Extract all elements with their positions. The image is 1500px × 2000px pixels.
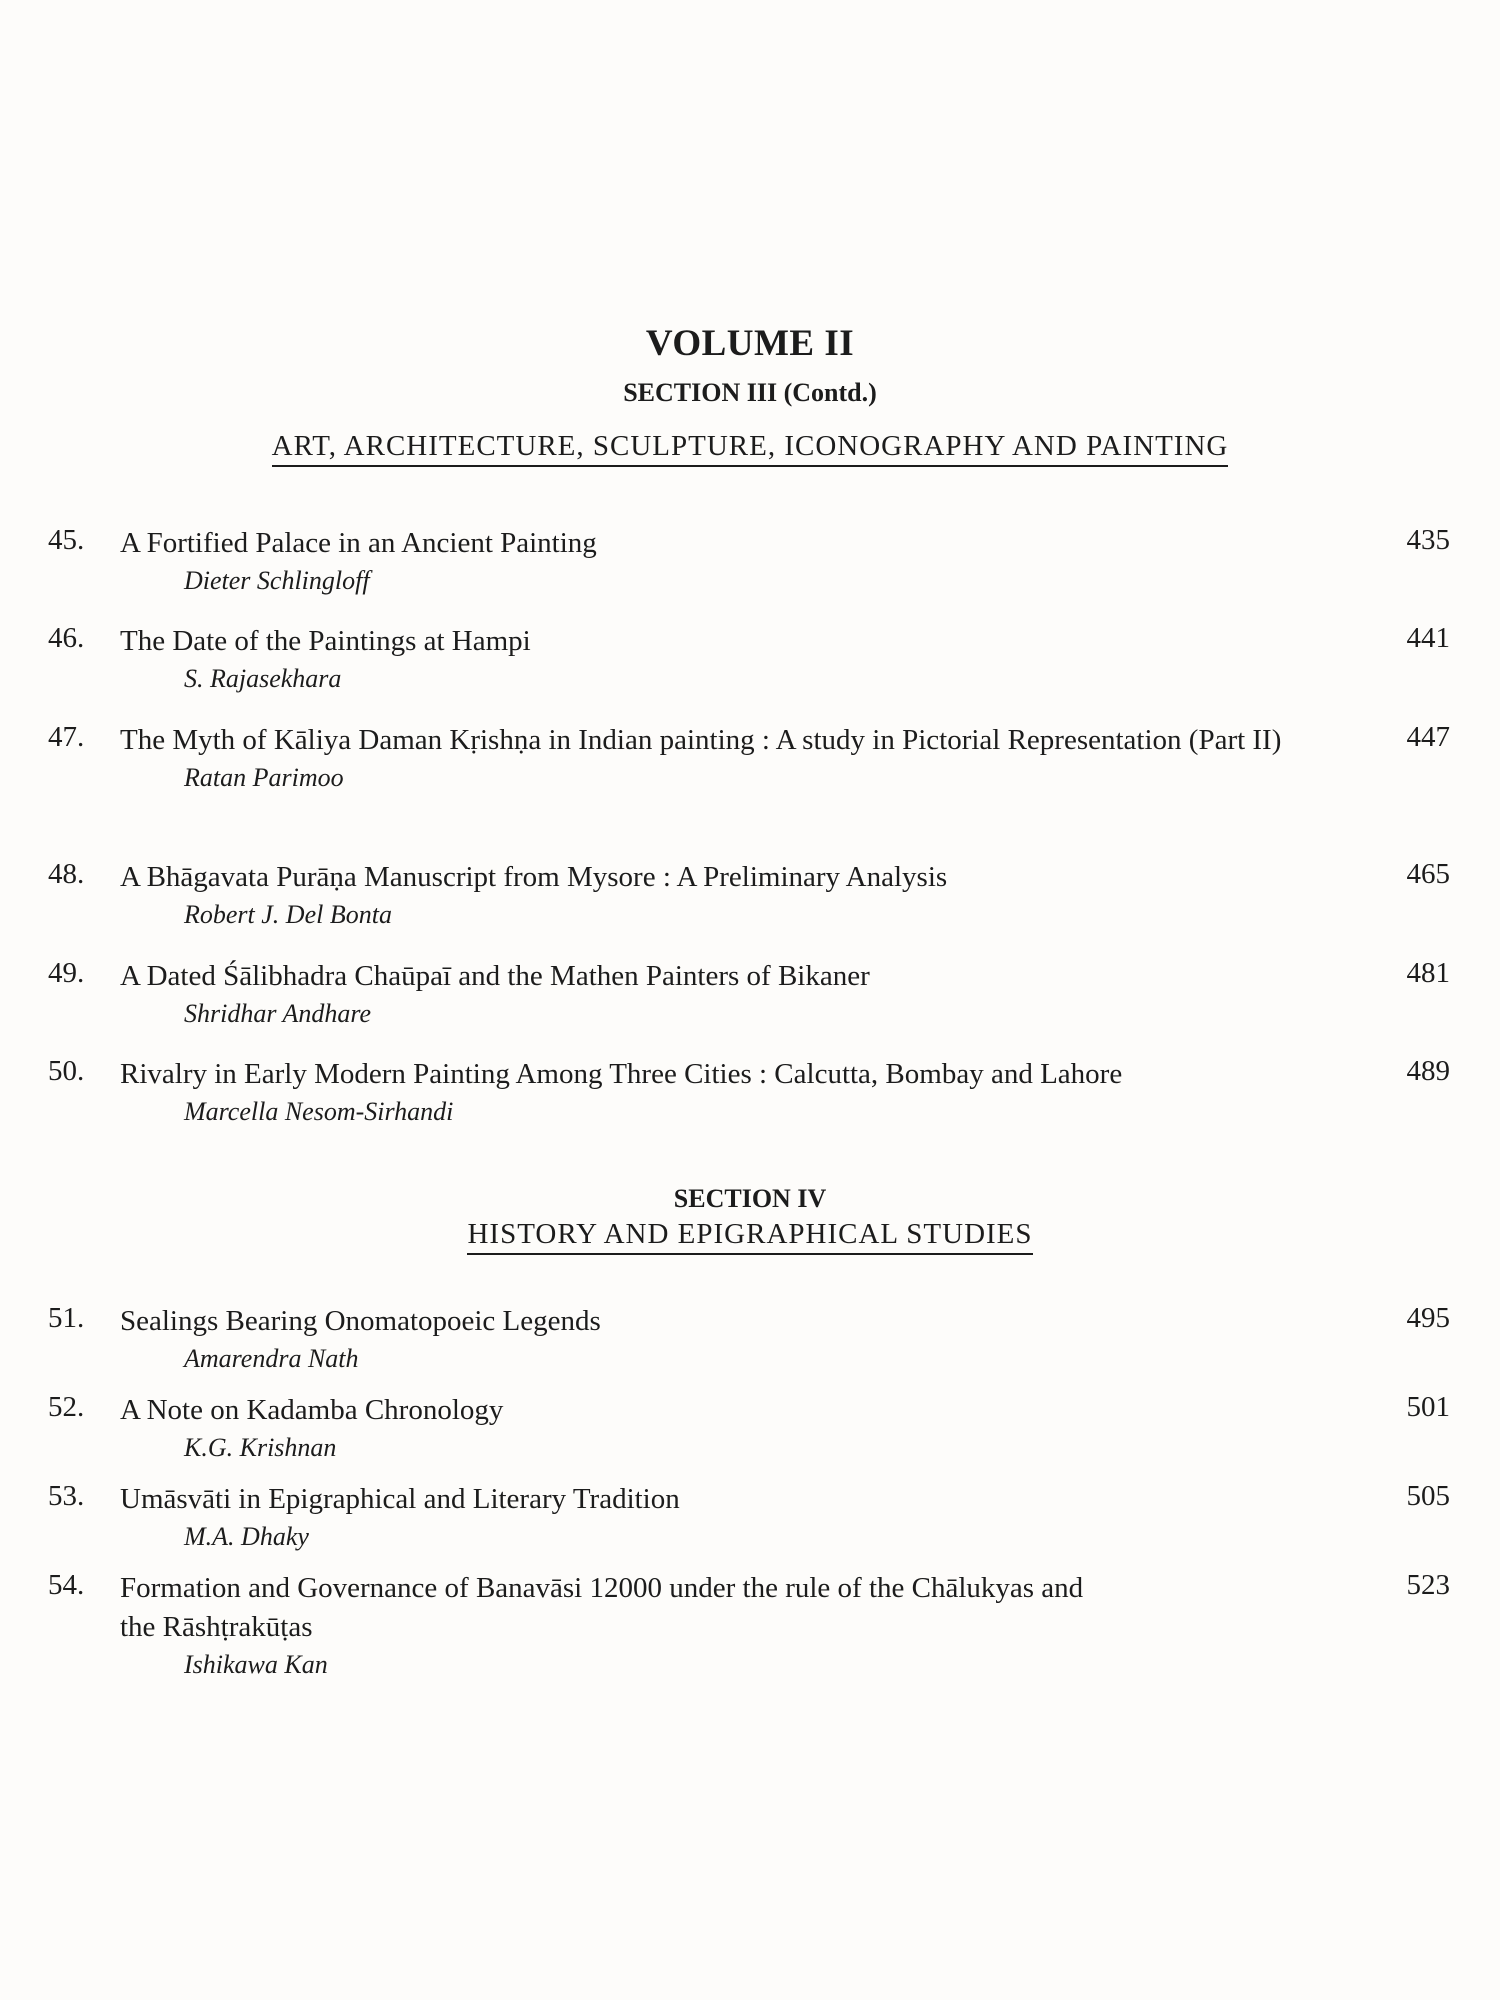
section-heading bbox=[0, 1218, 1500, 1255]
entry-number: 46. bbox=[48, 622, 85, 654]
entry-author: Dieter Schlingloff bbox=[184, 566, 370, 595]
entry-author: Shridhar Andhare bbox=[184, 999, 372, 1028]
section-heading-text: ART, ARCHITECTURE, SCULPTURE, ICONOGRAPHY AND PAINTING bbox=[272, 430, 1229, 467]
entry-page-number: 465 bbox=[1406, 858, 1450, 890]
volume-title: VOLUME II bbox=[645, 323, 855, 364]
entry-number: 52. bbox=[48, 1391, 85, 1423]
entry-page-number: 489 bbox=[1406, 1055, 1450, 1087]
entry-page-number: 505 bbox=[1406, 1480, 1450, 1512]
entry-number: 53. bbox=[48, 1480, 85, 1512]
entry-page-number: 495 bbox=[1406, 1302, 1450, 1334]
section-heading-text: HISTORY AND EPIGRAPHICAL STUDIES bbox=[467, 1218, 1032, 1255]
entry-author: S. Rajasekhara bbox=[184, 664, 342, 693]
entry-number: 49. bbox=[48, 957, 85, 989]
entry-title: The Date of the Paintings at Hampi bbox=[120, 625, 531, 657]
entry-number: 54. bbox=[48, 1569, 85, 1601]
entry-number: 45. bbox=[48, 524, 85, 556]
entry-number: 51. bbox=[48, 1302, 85, 1334]
entry-page-number: 441 bbox=[1406, 622, 1450, 654]
entry-title: Formation and Governance of Banavāsi 12000 under the rule of the Chālukyas and the Rāshṭrakūṭas bbox=[120, 1572, 1084, 1643]
entry-author: Amarendra Nath bbox=[184, 1344, 359, 1373]
entry-number: 48. bbox=[48, 858, 85, 890]
entry-title: A Dated Śālibhadra Chaūpaī and the Mathen Painters of Bikaner bbox=[120, 960, 870, 992]
entry-page-number: 447 bbox=[1406, 721, 1450, 753]
entry-author: Marcella Nesom-Sirhandi bbox=[184, 1097, 454, 1126]
entry-title: The Myth of Kāliya Daman Kṛishṇa in Indian painting : A study in Pictorial Representation (Part II) bbox=[120, 724, 1282, 756]
entry-title: A Note on Kadamba Chronology bbox=[120, 1394, 504, 1426]
entry-number: 47. bbox=[48, 721, 85, 753]
entry-author: Ishikawa Kan bbox=[184, 1650, 328, 1679]
entry-title: Rivalry in Early Modern Painting Among Three Cities : Calcutta, Bombay and Lahore bbox=[120, 1058, 1123, 1090]
entry-author: Robert J. Del Bonta bbox=[184, 900, 392, 929]
entry-author: K.G. Krishnan bbox=[184, 1433, 337, 1462]
entry-title: A Bhāgavata Purāṇa Manuscript from Mysore : A Preliminary Analysis bbox=[120, 861, 948, 893]
entry-number: 50. bbox=[48, 1055, 85, 1087]
entry-title: A Fortified Palace in an Ancient Painting bbox=[120, 527, 597, 559]
entry-title: Sealings Bearing Onomatopoeic Legends bbox=[120, 1305, 601, 1337]
entry-page-number: 481 bbox=[1406, 957, 1450, 989]
entry-title: Umāsvāti in Epigraphical and Literary Tradition bbox=[120, 1483, 680, 1515]
section-heading bbox=[0, 430, 1500, 467]
section-label: SECTION III (Contd.) bbox=[623, 378, 877, 407]
section-label: SECTION IV bbox=[673, 1184, 827, 1213]
entry-page-number: 501 bbox=[1406, 1391, 1450, 1423]
entry-author: Ratan Parimoo bbox=[184, 763, 344, 792]
entry-author: M.A. Dhaky bbox=[184, 1522, 309, 1551]
entry-page-number: 523 bbox=[1406, 1569, 1450, 1601]
entry-page-number: 435 bbox=[1406, 524, 1450, 556]
